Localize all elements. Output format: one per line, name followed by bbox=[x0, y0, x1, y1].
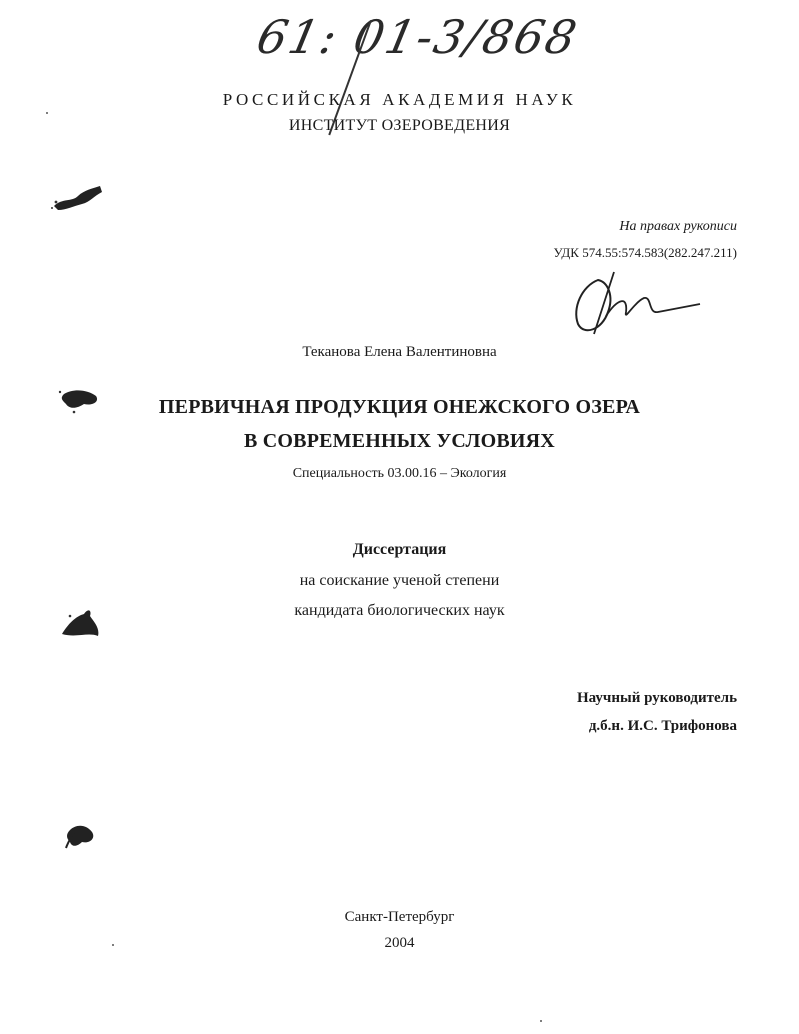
institute-name: ИНСТИТУТ ОЗЕРОВЕДЕНИЯ bbox=[288, 117, 511, 134]
degree-line-1: на соискание ученой степени bbox=[299, 572, 500, 589]
binding-hole-mark-2 bbox=[56, 386, 102, 416]
supervisor-label: Научный руководитель bbox=[577, 690, 737, 706]
dissertation-heading: Диссертация bbox=[352, 541, 447, 558]
binding-hole-mark-1 bbox=[48, 184, 104, 214]
archive-code-handwritten: 61: 01-3/868 bbox=[252, 10, 584, 64]
dissertation-title-line-2: В СОВРЕМЕННЫХ УСЛОВИЯХ bbox=[244, 430, 555, 452]
udc-code: УДК 574.55:574.583(282.247.211) bbox=[553, 245, 737, 260]
city: Санкт-Петербург bbox=[344, 909, 455, 925]
rights-label: На правах рукописи bbox=[619, 219, 737, 234]
degree-line-2: кандидата биологических наук bbox=[294, 602, 505, 619]
binding-hole-mark-3 bbox=[58, 606, 102, 642]
year: 2004 bbox=[384, 935, 415, 951]
author-name: Теканова Елена Валентиновна bbox=[302, 344, 497, 360]
signature-icon bbox=[568, 268, 708, 338]
speck bbox=[112, 944, 114, 946]
specialty: Специальность 03.00.16 – Экология bbox=[292, 466, 507, 481]
binding-hole-mark-4 bbox=[60, 818, 100, 852]
dissertation-title-line-1: ПЕРВИЧНАЯ ПРОДУКЦИЯ ОНЕЖСКОГО ОЗЕРА bbox=[158, 396, 641, 418]
speck bbox=[540, 1020, 542, 1022]
supervisor-name: д.б.н. И.С. Трифонова bbox=[588, 718, 737, 734]
speck bbox=[46, 112, 48, 114]
academy-name: РОССИЙСКАЯ АКАДЕМИЯ НАУК bbox=[222, 90, 577, 109]
